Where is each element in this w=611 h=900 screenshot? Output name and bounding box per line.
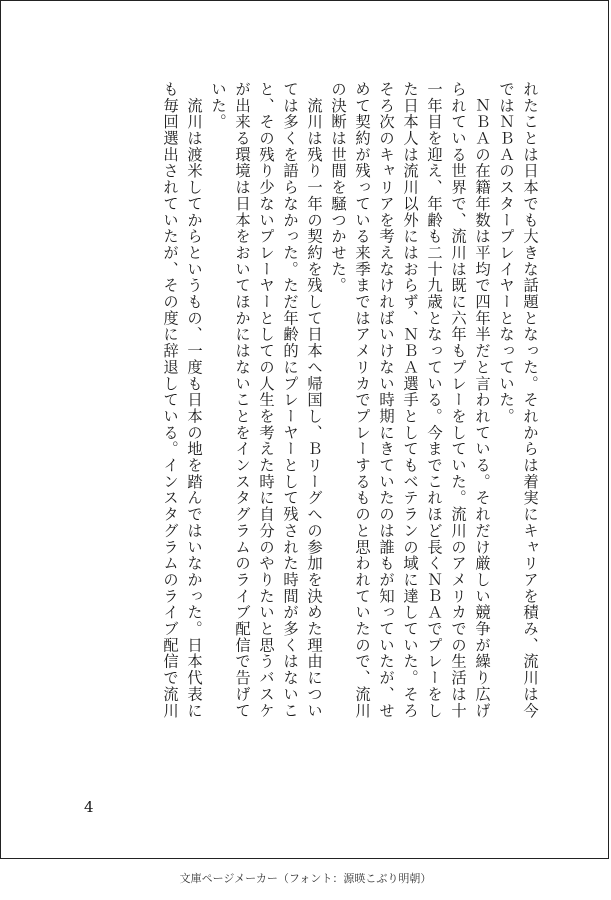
text-column: めて契約が残っている来季まではアメリカでプレーするものと思われていたので、流川 xyxy=(353,81,371,719)
text-column: 流川は渡米してからというもの、一度も日本の地を踏んではいなかった。日本代表に xyxy=(185,81,203,719)
text-column: と、その残り少ないプレーヤーとしての人生を考えた時に自分のやりたいと思うバスケ xyxy=(257,81,275,719)
text-column: そろ次のキャリアを考えなければいけない時期にきていたのは誰もが知っていたが、せ xyxy=(377,81,395,719)
text-column: も毎回選出されていたが、その度に辞退している。インスタグラムのライブ配信で流川 xyxy=(161,81,179,719)
text-column: 一年目を迎え、年齢も二十九歳となっている。今までこれほど長くＮＢＡでプレーをし xyxy=(425,81,443,719)
text-column: が出来る環境は日本をおいてほかにはないことをインスタグラムのライブ配信で告げて xyxy=(233,81,251,719)
text-column: れたことは日本でも大きな話題となった。それからは着実にキャリアを積み、流川は今 xyxy=(521,81,539,719)
text-column: いた。 xyxy=(209,81,227,131)
text-column: 流川は残り一年の契約を残して日本へ帰国し、Ｂリーグへの参加を決めた理由につい xyxy=(305,81,323,719)
text-column: ではＮＢＡのスタープレイヤーとなっていた。 xyxy=(497,81,515,425)
page-number: 4 xyxy=(84,798,94,816)
vertical-body-text xyxy=(1,1,611,861)
text-column: ＮＢＡの在籍年数は平均で四年半だと言われている。それだけ厳しい競争が繰り広げ xyxy=(473,81,491,719)
text-column: の決断は世間を騒つかせた。 xyxy=(329,81,347,294)
text-column: た日本人は流川以外にはおらず、ＮＢＡ選手としてもベテランの域に達していた。そろ xyxy=(401,81,419,719)
text-column: ては多くを語らなかった。ただ年齢的にプレーヤーとして残された時間が多くはないこ xyxy=(281,81,299,719)
footer-credit: 文庫ページメーカー（フォント：源暎こぶり明朝） xyxy=(179,872,432,885)
text-column: られている世界で、流川は既に六年もプレーをしていた。流川のアメリカでの生活は十 xyxy=(449,81,467,719)
